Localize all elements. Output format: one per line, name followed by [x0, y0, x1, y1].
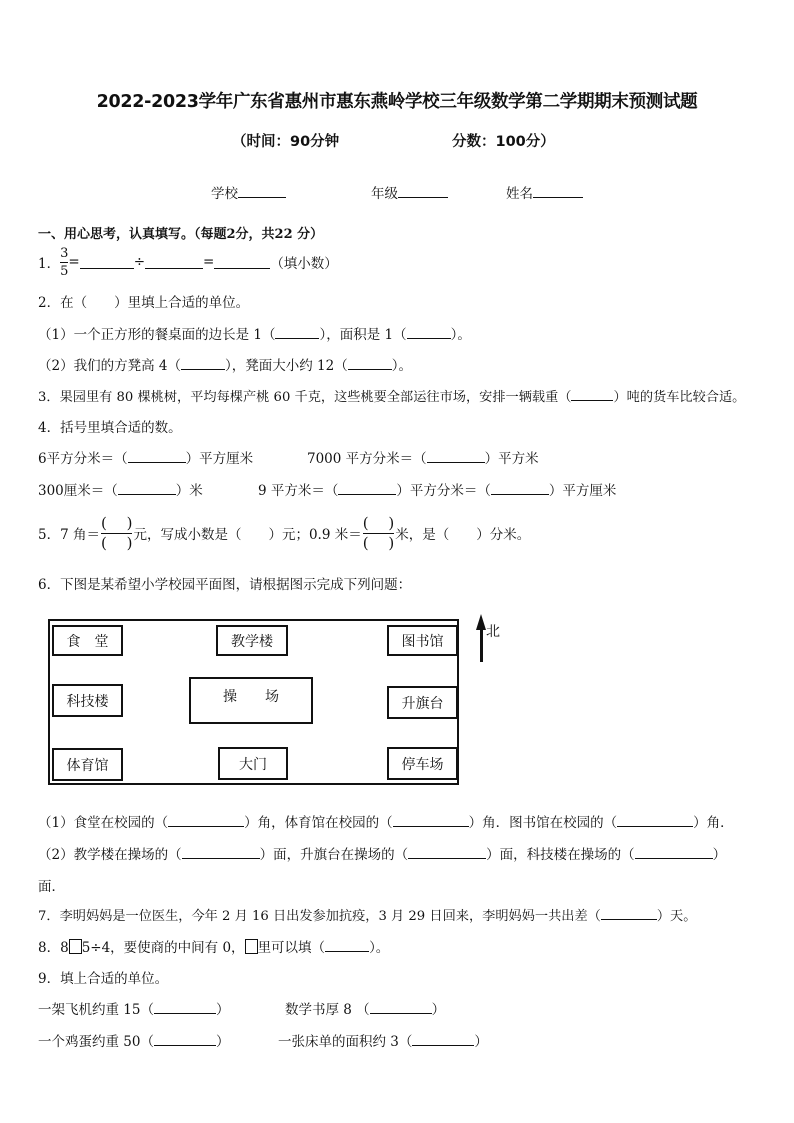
- map-parking: 停车场: [387, 747, 458, 780]
- map-flag-platform: 升旗台: [387, 686, 458, 719]
- q4-r2-blank-3[interactable]: [491, 481, 549, 495]
- question-2-stem: 2．在（ ）里填上合适的单位。: [38, 295, 250, 311]
- question-5: [38, 510, 530, 556]
- question-9-b: [285, 998, 445, 1018]
- q2-2-text-b: ），凳面大小约 12（: [224, 358, 348, 374]
- question-6-part-1: [38, 811, 734, 831]
- q4-r2-text-c: 9 平方米＝（: [258, 483, 339, 499]
- q4-r1-text-c: 7000 平方分米＝（: [307, 451, 427, 467]
- question-3: [38, 386, 745, 405]
- q3-blank[interactable]: [571, 387, 613, 401]
- q9-a-blank[interactable]: [154, 1000, 216, 1014]
- q9-a-close: ）: [215, 1002, 230, 1018]
- q8-text-a: 8．8: [38, 940, 69, 956]
- question-4-row-2a: [38, 479, 203, 499]
- q6-1-text-d: ）角．: [693, 815, 734, 831]
- q4-r2-blank-1[interactable]: [118, 481, 176, 495]
- q1-divide: ÷: [133, 254, 145, 270]
- q3-text-a: 3．果园里有 80 棵桃树，平均每棵产桃 60 千克，这些桃要全部运往市场，安排一辆载重（: [38, 390, 572, 405]
- question-6-part-2-end: 面．: [38, 879, 65, 895]
- q4-r2-text-a: 300厘米＝（: [38, 483, 118, 499]
- grade-field: [371, 182, 448, 202]
- exam-score: 分数：100分）: [452, 134, 555, 150]
- map-teaching-building: 教学楼: [216, 625, 288, 656]
- question-4-row-2b: [258, 479, 616, 499]
- q6-1-text-a: （1）食堂在校园的（: [38, 815, 169, 831]
- question-4-row-1b: [307, 447, 539, 467]
- page-title: 2022-2023学年广东省惠州市惠东燕岭学校三年级数学第二学期期末预测试题: [96, 92, 698, 112]
- q6-2-text-a: （2）教学楼在操场的（: [38, 847, 182, 863]
- q8-text-b: 5÷4，要使商的中间有 0，: [81, 940, 245, 956]
- question-9-d: [278, 1030, 488, 1050]
- q5-text-c: 米，是（ ）分米。: [395, 527, 531, 543]
- question-7: [38, 905, 696, 924]
- q9-c-text: 一个鸡蛋约重 50（: [38, 1034, 154, 1050]
- q5-frac1-num: ( ): [100, 513, 133, 532]
- question-9-stem: 9．填上合适的单位。: [38, 971, 169, 987]
- question-2-part-1: [38, 323, 471, 343]
- q2-2-text-c: ）。: [391, 358, 412, 374]
- map-science-building: 科技楼: [52, 684, 123, 717]
- q8-blank[interactable]: [325, 938, 369, 952]
- q9-b-close: ）: [431, 1002, 446, 1018]
- school-field: [211, 182, 286, 202]
- map-canteen: 食 堂: [52, 625, 123, 656]
- q6-1-text-b: ）角，体育馆在校园的（: [244, 815, 393, 831]
- q5-fraction-1[interactable]: [100, 513, 133, 552]
- q3-text-b: ）吨的货车比较合适。: [613, 390, 746, 405]
- q6-2-blank-1[interactable]: [182, 845, 260, 859]
- q5-frac2-num: ( ): [362, 513, 395, 532]
- name-label: 姓名: [506, 186, 533, 202]
- q1-equals-1: =: [68, 254, 80, 270]
- q4-r1-text-d: ）平方米: [484, 451, 539, 467]
- q5-fraction-2[interactable]: [362, 513, 395, 552]
- q8-text-d: ）。: [369, 940, 390, 956]
- north-arrow-shaft: [480, 628, 483, 662]
- q6-2-text-d: ）: [712, 847, 727, 863]
- q2-1-text-c: ）。: [450, 327, 471, 343]
- q7-text-b: ）天。: [656, 909, 697, 924]
- q4-r1-blank-2[interactable]: [427, 449, 485, 463]
- question-4-row-1a: [38, 447, 253, 467]
- map-gate: 大门: [218, 747, 288, 780]
- map-library: 图书馆: [387, 625, 458, 656]
- north-label: 北: [486, 624, 500, 640]
- q6-1-blank-2[interactable]: [393, 813, 469, 827]
- q6-1-blank-3[interactable]: [617, 813, 693, 827]
- school-label: 学校: [211, 186, 238, 202]
- question-8: [38, 936, 389, 956]
- campus-map: [48, 619, 459, 785]
- q8-box-1[interactable]: [69, 939, 82, 954]
- q5-text-a: 5．7 角＝: [38, 527, 100, 543]
- question-9-c: [38, 1030, 229, 1050]
- q4-r2-text-b: ）米: [175, 483, 203, 499]
- q4-r2-text-e: ）平方厘米: [548, 483, 617, 499]
- q5-frac1-den: ( ): [100, 533, 133, 552]
- q8-box-2: [245, 939, 258, 954]
- q1-equals-2: =: [203, 254, 215, 270]
- map-gym: 体育馆: [52, 748, 123, 781]
- school-blank[interactable]: [238, 184, 286, 198]
- question-6-part-2: [38, 843, 726, 863]
- exam-time: （时间：90分钟: [232, 134, 340, 150]
- q1-blank-2[interactable]: [145, 255, 203, 269]
- q4-r1-blank-1[interactable]: [128, 449, 186, 463]
- q9-c-blank[interactable]: [154, 1032, 216, 1046]
- q8-text-c: 里可以填（: [257, 940, 326, 956]
- question-2-part-2: [38, 354, 412, 374]
- q9-d-text: 一张床单的面积约 3（: [278, 1034, 413, 1050]
- q6-2-blank-3[interactable]: [635, 845, 713, 859]
- name-field: [506, 182, 583, 202]
- q5-frac2-den: ( ): [362, 533, 395, 552]
- q2-2-text-a: （2）我们的方凳高 4（: [38, 358, 181, 374]
- question-9-a: [38, 998, 229, 1018]
- q2-2-blank-1[interactable]: [181, 356, 225, 370]
- q6-1-blank-1[interactable]: [168, 813, 244, 827]
- q1-fraction: [60, 247, 68, 278]
- q6-2-blank-2[interactable]: [408, 845, 486, 859]
- question-1: [38, 244, 338, 280]
- grade-blank[interactable]: [398, 184, 448, 198]
- q4-r2-blank-2[interactable]: [338, 481, 396, 495]
- q5-text-b: 元，写成小数是（ ）元；0.9 米＝: [133, 527, 362, 543]
- q6-2-text-c: ）面，科技楼在操场的（: [486, 847, 635, 863]
- q2-1-text-a: （1）一个正方形的餐桌面的边长是 1（: [38, 327, 276, 343]
- q1-blank-3[interactable]: [214, 255, 270, 269]
- q9-b-text: 数学书厚 8 （: [285, 1002, 370, 1018]
- q2-2-blank-2[interactable]: [348, 356, 392, 370]
- q9-b-blank[interactable]: [370, 1000, 432, 1014]
- grade-label: 年级: [371, 186, 398, 202]
- q6-2-text-b: ）面，升旗台在操场的（: [259, 847, 409, 863]
- q2-1-text-b: ），面积是 1（: [319, 327, 407, 343]
- map-playground: 操 场: [189, 677, 313, 724]
- q4-r1-text-b: ）平方厘米: [185, 451, 254, 467]
- name-blank[interactable]: [533, 184, 583, 198]
- question-6-stem: 6．下图是某希望小学校园平面图，请根据图示完成下列问题：: [38, 577, 412, 593]
- q6-1-text-c: ）角．图书馆在校园的（: [468, 815, 618, 831]
- q2-1-blank-1[interactable]: [275, 325, 319, 339]
- q2-1-blank-2[interactable]: [407, 325, 451, 339]
- section-heading: 一、用心思考，认真填写。（每题2分，共22 分）: [38, 227, 324, 242]
- q9-c-close: ）: [215, 1034, 230, 1050]
- q1-denominator: 5: [60, 263, 69, 279]
- q9-d-close: ）: [474, 1034, 488, 1050]
- q1-note: （填小数）: [270, 256, 338, 272]
- q1-blank-1[interactable]: [80, 255, 134, 269]
- q1-numerator: 3: [60, 245, 69, 261]
- q4-r1-text-a: 6平方分米＝（: [38, 451, 128, 467]
- question-4-stem: 4．括号里填合适的数。: [38, 420, 182, 436]
- q1-number: 1．: [38, 256, 61, 272]
- q7-text-a: 7．李明妈妈是一位医生，今年 2 月 16 日出发参加抗疫，3 月 29 日回来，李明妈妈一共出差（: [38, 909, 601, 924]
- q9-a-text: 一架飞机约重 15（: [38, 1002, 154, 1018]
- q7-blank[interactable]: [601, 906, 657, 920]
- q4-r2-text-d: ）平方分米＝（: [396, 483, 491, 499]
- q9-d-blank[interactable]: [412, 1032, 474, 1046]
